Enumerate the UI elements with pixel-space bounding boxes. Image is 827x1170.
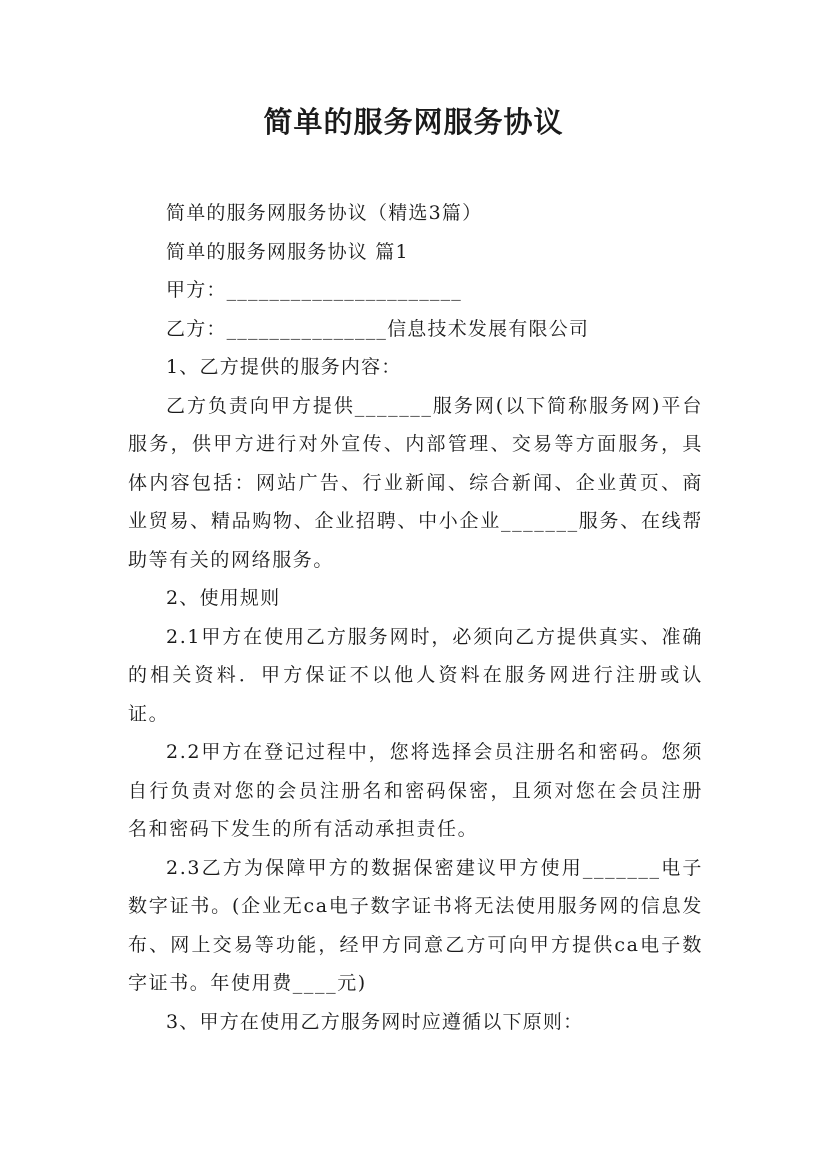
document-body — [128, 194, 703, 1041]
paragraph-subtitle: 简单的服务网服务协议（精选3篇） — [166, 202, 483, 224]
document-title: 简单的服务网服务协议 — [263, 105, 564, 139]
paragraph-clause-2-2: 2.2甲方在登记过程中，您将选择会员注册名和密码。您须自行负责对您的会员注册名和密码保密，且须对您在会员注册名和密码下发生的所有活动承担责任。 — [128, 741, 703, 840]
paragraph-party-a: 甲方：______________________ — [166, 279, 463, 301]
paragraph-clause-2-heading: 2、使用规则 — [166, 587, 281, 609]
paragraph-clause-2-1: 2.1甲方在使用乙方服务网时，必须向乙方提供真实、准确的相关资料．甲方保证不以他人资料在服务网进行注册或认证。 — [128, 625, 703, 725]
paragraph-clause-1-heading: 1、乙方提供的服务内容： — [166, 356, 402, 378]
paragraph-clause-1-body: 乙方负责向甲方提供_______服务网(以下简称服务网)平台服务，供甲方进行对外宣传、内部管理、交易等方面服务，具体内容包括：网站广告、行业新闻、综合新闻、企业黄页、商业贸易、精品购物、企业招聘、中小企业_______服务、在线帮助等有关的网络服务。 — [128, 394, 703, 571]
paragraph-clause-3-heading: 3、甲方在使用乙方服务网时应遵循以下原则： — [166, 1010, 584, 1033]
paragraph-section-heading: 简单的服务网服务协议 篇1 — [166, 240, 409, 263]
paragraph-clause-2-3: 2.3乙方为保障甲方的数据保密建议甲方使用_______电子数字证书。(企业无ca电子数字证书将无法使用服务网的信息发布、网上交易等功能，经甲方同意乙方可向甲方提供ca电子数字证书。年使用费____元) — [128, 856, 703, 994]
paragraph-party-b: 乙方：_______________信息技术发展有限公司 — [166, 317, 590, 340]
